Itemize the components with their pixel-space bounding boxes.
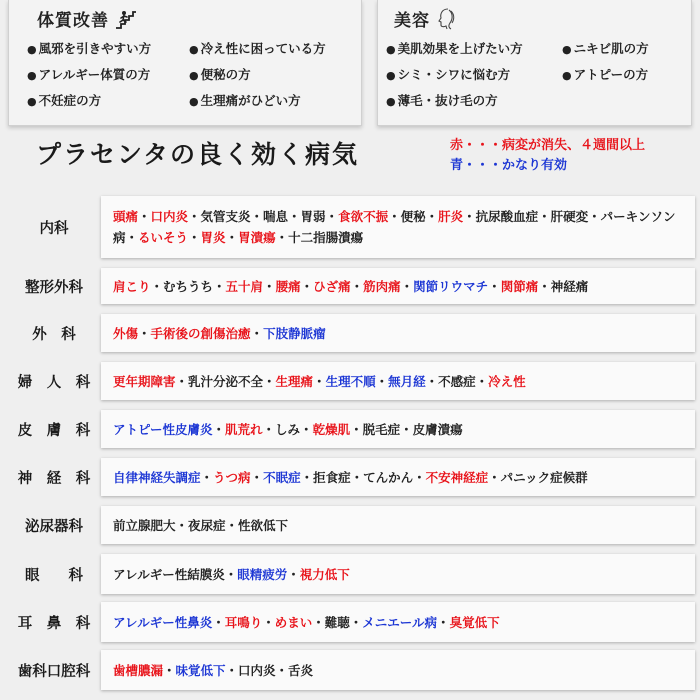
condition-text: ・不感症・ [425, 373, 489, 389]
condition-text: 五十肩 [225, 278, 264, 294]
condition-box [101, 506, 695, 544]
list-item: ● 生理痛がひどい方 [189, 92, 359, 111]
list-item: ● 冷え性に困っている方 [189, 40, 359, 59]
condition-text: ・口内炎・舌炎 [225, 662, 314, 678]
stairs-climbing-icon [115, 9, 137, 29]
condition-text: 視力低下 [299, 566, 350, 582]
condition-text: 生理不順 [325, 373, 376, 389]
condition-text: ・ [375, 373, 389, 389]
condition-text: ・パニック症候群 [488, 469, 588, 485]
department-row [8, 410, 688, 448]
condition-text: ・しみ・ [262, 421, 313, 437]
face-profile-icon [436, 8, 456, 30]
list-item: ● アトピーの方 [562, 66, 692, 85]
beauty-title: 美容 [394, 6, 456, 31]
list-item: ● シミ・シワに悩む方 [386, 66, 562, 85]
condition-text: ・便秘・ [388, 209, 439, 224]
department-row [8, 506, 688, 544]
condition-text: アトピー性皮膚炎 [113, 421, 213, 437]
list-item: ● アレルギー体質の方 [27, 66, 189, 85]
condition-text: ・ [263, 278, 276, 294]
condition-text: 肩こり [113, 278, 151, 294]
condition-text: 腰痛 [275, 278, 301, 294]
condition-text: ・拒食症・てんかん・ [300, 469, 426, 485]
condition-text: うつ病 [213, 469, 251, 485]
condition-text: ・ [225, 230, 239, 245]
color-legend [450, 136, 645, 176]
condition-text: アレルギー性鼻炎 [113, 614, 213, 630]
department-row [8, 650, 688, 690]
condition-text: ・抗尿酸血症・肝硬変・パーキンソン病・ [113, 209, 676, 245]
condition-text: ・神経痛 [538, 278, 589, 294]
condition-text: ・十二指腸潰瘍 [275, 230, 364, 245]
condition-box [101, 650, 695, 690]
condition-text: 耳鳴り [224, 614, 263, 630]
department-row [8, 554, 688, 594]
department-name: 皮 膚 科 [17, 422, 91, 439]
condition-text: ・ [138, 325, 151, 341]
condition-text: ・ [313, 373, 326, 389]
list-item: ● 風邪を引きやすい方 [27, 40, 189, 59]
condition-text: 肌荒れ [225, 421, 263, 437]
beauty-panel [377, 0, 692, 126]
department-name: 耳 鼻 科 [17, 615, 91, 632]
condition-text: 歯槽膿漏 [113, 662, 164, 678]
condition-text: ・ [200, 469, 214, 485]
condition-text: ・むちうち・ [150, 278, 226, 294]
condition-text: 冷え性 [488, 373, 526, 389]
condition-text: ・ [212, 421, 226, 437]
department-name: 内科 [39, 220, 69, 237]
legend-blue: 青・・・かなり有効 [450, 158, 568, 173]
condition-box [101, 458, 695, 496]
condition-text: るいそう [138, 230, 189, 245]
condition-box [101, 314, 695, 352]
page-title: プラセンタの良く効く病気 [36, 140, 360, 169]
condition-text: ・ [400, 278, 414, 294]
condition-text: ・ [262, 614, 275, 630]
department-name: 婦 人 科 [17, 374, 91, 391]
condition-text: 味覚低下 [175, 662, 226, 678]
department-row [8, 362, 688, 400]
beauty-list [386, 40, 692, 111]
condition-text: ・ [138, 209, 151, 224]
condition-text: アレルギー性結膜炎・ [113, 566, 238, 582]
condition-box [101, 362, 695, 400]
department-name: 眼 科 [25, 567, 83, 584]
condition-text: ・脱毛症・皮膚潰瘍 [350, 421, 463, 437]
condition-text: 胃潰瘍 [238, 230, 276, 245]
department-name: 歯科口腔科 [17, 663, 91, 680]
condition-text: 更年期障害 [113, 373, 176, 389]
condition-text: 乾燥肌 [312, 421, 351, 437]
condition-text: ・ [212, 614, 225, 630]
list-item: ● 美肌効果を上げたい方 [386, 40, 562, 59]
condition-text: 筋肉痛 [363, 278, 401, 294]
condition-text: 前立腺肥大・夜尿症・性欲低下 [113, 517, 289, 533]
condition-text: 頭痛 [113, 209, 139, 224]
condition-text: ・ [287, 566, 300, 582]
condition-text: 眼精疲労 [237, 566, 288, 582]
department-name: 泌尿器科 [25, 518, 83, 535]
condition-text: 食欲不振 [338, 209, 389, 224]
constitution-panel [8, 0, 362, 126]
condition-text: めまい [274, 614, 313, 630]
condition-box [101, 410, 695, 448]
department-row [8, 458, 688, 496]
condition-text: ・ [437, 614, 450, 630]
list-item: ● 不妊症の方 [27, 92, 189, 111]
list-item: ● 便秘の方 [189, 66, 359, 85]
constitution-title: 体質改善 [37, 6, 137, 31]
condition-text: メニエール病 [362, 614, 438, 630]
condition-text: 無月経 [388, 373, 426, 389]
condition-text: ・ [250, 469, 264, 485]
condition-text: 不安神経症 [425, 469, 489, 485]
condition-text: ・ [300, 278, 314, 294]
condition-text: ・気管支炎・喘息・胃弱・ [188, 209, 339, 224]
condition-text: ・ [250, 325, 264, 341]
condition-text: 関節リウマチ [413, 278, 489, 294]
department-row [8, 268, 688, 304]
condition-text: 口内炎 [150, 209, 189, 224]
constitution-list [27, 40, 359, 111]
department-name: 神 経 科 [17, 470, 91, 487]
condition-text: 不眠症 [263, 469, 301, 485]
condition-box [101, 554, 695, 594]
condition-text: ・ [488, 278, 501, 294]
department-name: 整形外科 [25, 279, 83, 296]
condition-text: ・乳汁分泌不全・ [175, 373, 276, 389]
condition-box [101, 602, 695, 642]
department-name: 外 科 [32, 326, 76, 343]
condition-text: ひざ痛 [313, 278, 351, 294]
condition-text: 手術後の創傷治癒 [150, 325, 251, 341]
legend-red: 赤・・・病変が消失、４週間以上 [450, 138, 646, 153]
condition-box [101, 268, 695, 304]
condition-box [101, 196, 695, 258]
list-item: ● 薄毛・抜け毛の方 [386, 92, 562, 111]
condition-text: 自律神経失調症 [113, 469, 201, 485]
condition-text: 胃炎 [200, 230, 226, 245]
department-row [8, 314, 688, 352]
condition-text: 関節痛 [500, 278, 539, 294]
condition-text: ・ [350, 278, 364, 294]
condition-text: ・難聴・ [312, 614, 363, 630]
list-item: ● ニキビ肌の方 [562, 40, 692, 59]
condition-text: 生理痛 [275, 373, 314, 389]
condition-text: 外傷 [113, 325, 139, 341]
condition-text: 臭覚低下 [449, 614, 500, 630]
condition-text: ・ [188, 230, 201, 245]
condition-text: 肝炎 [438, 209, 464, 224]
condition-text: 下肢静脈瘤 [263, 325, 326, 341]
department-row [8, 196, 688, 258]
condition-text: ・ [163, 662, 176, 678]
department-row [8, 602, 688, 642]
